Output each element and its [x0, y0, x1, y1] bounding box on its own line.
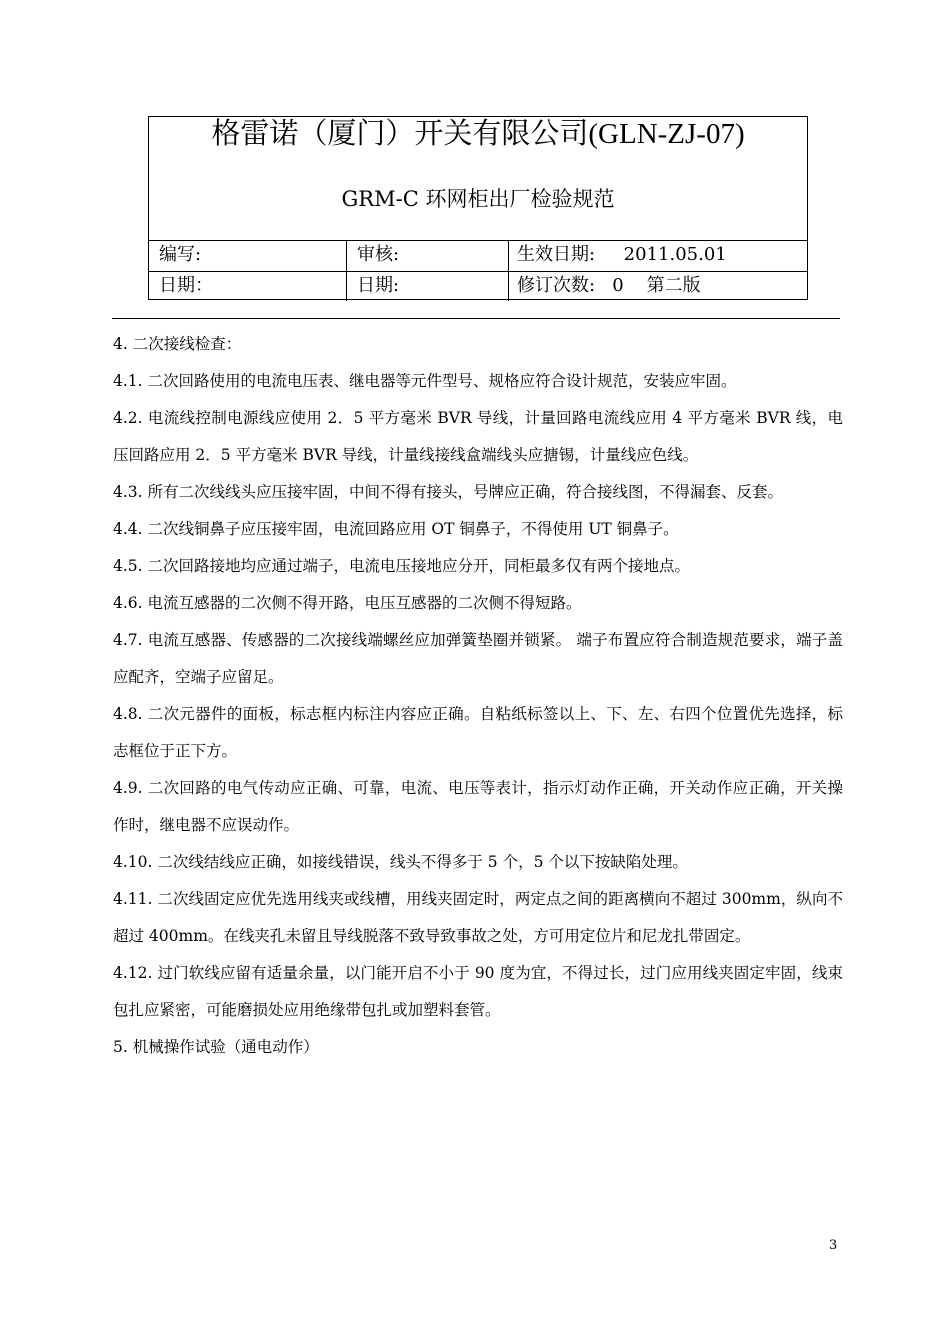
date-label-1: 日期：: [159, 275, 213, 296]
document-title: GRM-C 环网柜出厂检验规范: [341, 187, 615, 211]
document-body: [113, 326, 843, 1066]
section-heading: 5. 机械操作试验（通电动作）: [113, 1038, 319, 1056]
clause: 4.7. 电流互感器、传感器的二次接线端螺丝应加弹簧垫圈并锁紧。 端子布置应符合制造规范要求，端子盖应配齐，空端子应留足。: [113, 631, 843, 686]
date-label-2: 日期:: [357, 275, 400, 296]
header-rule: [112, 318, 840, 319]
company-name: 格雷诺（厦门）开关有限公司(GLN-ZJ-07): [211, 118, 745, 150]
clause: 4.1. 二次回路使用的电流电压表、继电器等元件型号、规格应符合设计规范，安装应牢固。: [113, 372, 737, 390]
clause: 4.2. 电流线控制电源线应使用 2．5 平方毫米 BVR 导线，计量回路电流线应用 4 平方毫米 BVR 线，电压回路应用 2．5 平方毫米 BVR 导线，计量线接线盒端线头应搪锡，计量线应色线。: [113, 409, 843, 464]
clause: 4.3. 所有二次线线头应压接牢固，中间不得有接头，号牌应正确，符合接线图，不得漏套、反套。: [113, 483, 784, 501]
meta-row: [149, 241, 807, 271]
clause: 4.6. 电流互感器的二次侧不得开路，电压互感器的二次侧不得短路。: [113, 594, 582, 612]
revision-info: 修订次数: 0 第二版: [517, 275, 701, 296]
effective-date: 生效日期: 2011.05.01: [517, 244, 727, 265]
clause: 4.11. 二次线固定应优先选用线夹或线槽，用线夹固定时，两定点之间的距离横向不超过 300mm，纵向不超过 400mm。在线夹孔未留且导线脱落不致导致事故之处，方可用定位片和尼龙扎带固定。: [113, 890, 843, 945]
reviewed-by-label: 审核:: [357, 244, 400, 265]
clause: 4.8. 二次元器件的面板，标志框内标注内容应正确。自粘纸标签以上、下、左、右四个位置优先选择，标志框位于正下方。: [113, 705, 843, 760]
section-heading: 4. 二次接线检查：: [113, 335, 242, 353]
clause: 4.4. 二次线铜鼻子应压接牢固，电流回路应用 OT 铜鼻子，不得使用 UT 铜鼻子。: [113, 520, 679, 538]
document-header: [148, 116, 808, 300]
clause: 4.9. 二次回路的电气传动应正确、可靠，电流、电压等表计，指示灯动作正确，开关动作应正确，开关操作时，继电器不应误动作。: [113, 779, 843, 834]
clause: 4.10. 二次线结线应正确，如接线错误，线头不得多于 5 个，5 个以下按缺陷处理。: [113, 853, 688, 871]
meta-table: [149, 240, 807, 301]
meta-row: [149, 271, 807, 302]
written-by-label: 编写:: [159, 244, 202, 265]
page-number: 3: [829, 1238, 838, 1253]
clause: 4.12. 过门软线应留有适量余量，以门能开启不小于 90 度为宜，不得过长，过门应用线夹固定牢固，线束包扎应紧密，可能磨损处应用绝缘带包扎或加塑料套管。: [113, 964, 843, 1019]
clause: 4.5. 二次回路接地均应通过端子，电流电压接地应分开，同柜最多仅有两个接地点。: [113, 557, 691, 575]
